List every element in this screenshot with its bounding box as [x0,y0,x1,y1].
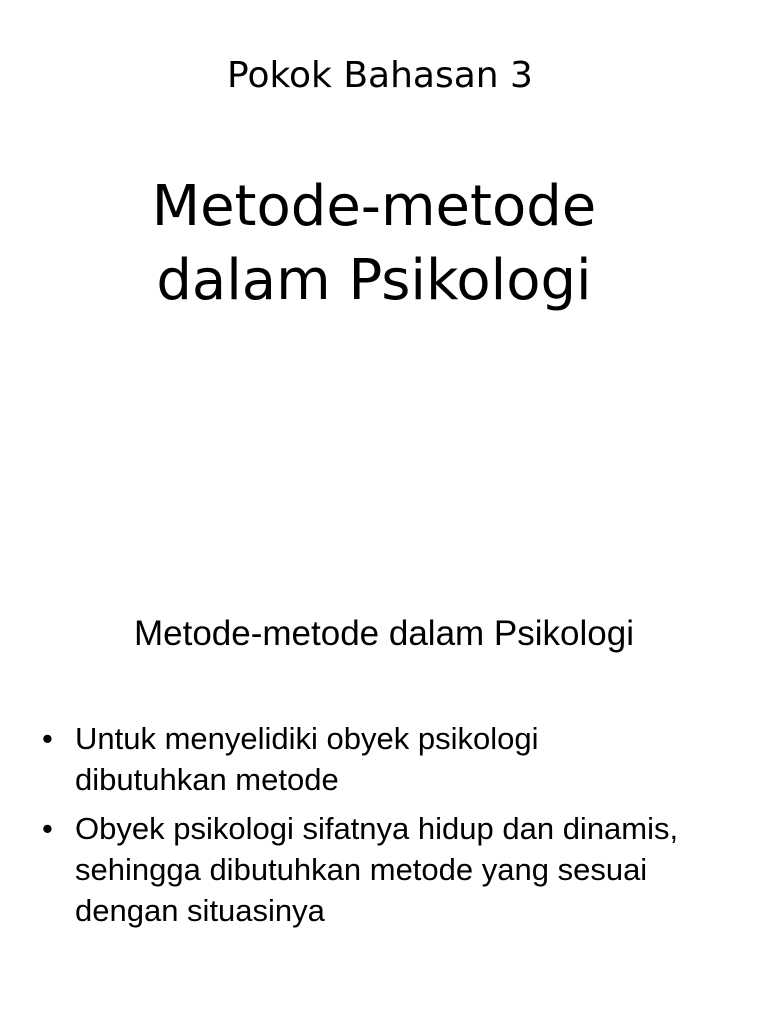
bullet-text: Untuk menyelidiki obyek psikologi dibutuhkan metode [75,721,539,797]
slide-title-line-1: Metode-metode [151,174,597,239]
slide-title-line-2: dalam Psikologi [156,248,592,313]
bullet-item [42,808,682,931]
bullet-list [42,718,682,939]
slide-2 [0,512,768,1024]
bullet-icon: • [42,721,53,756]
slide-title: Metode-metode dalam Psikologi [134,614,634,653]
bullet-item [42,718,682,800]
bullet-icon: • [42,811,53,846]
bullet-text: Obyek psikologi sifatnya hidup dan dinamis, sehingga dibutuhkan metode yang sesuai dengan situasinya [75,811,679,928]
slide-title [0,170,748,318]
slide-subtitle: Pokok Bahasan 3 [227,55,533,96]
